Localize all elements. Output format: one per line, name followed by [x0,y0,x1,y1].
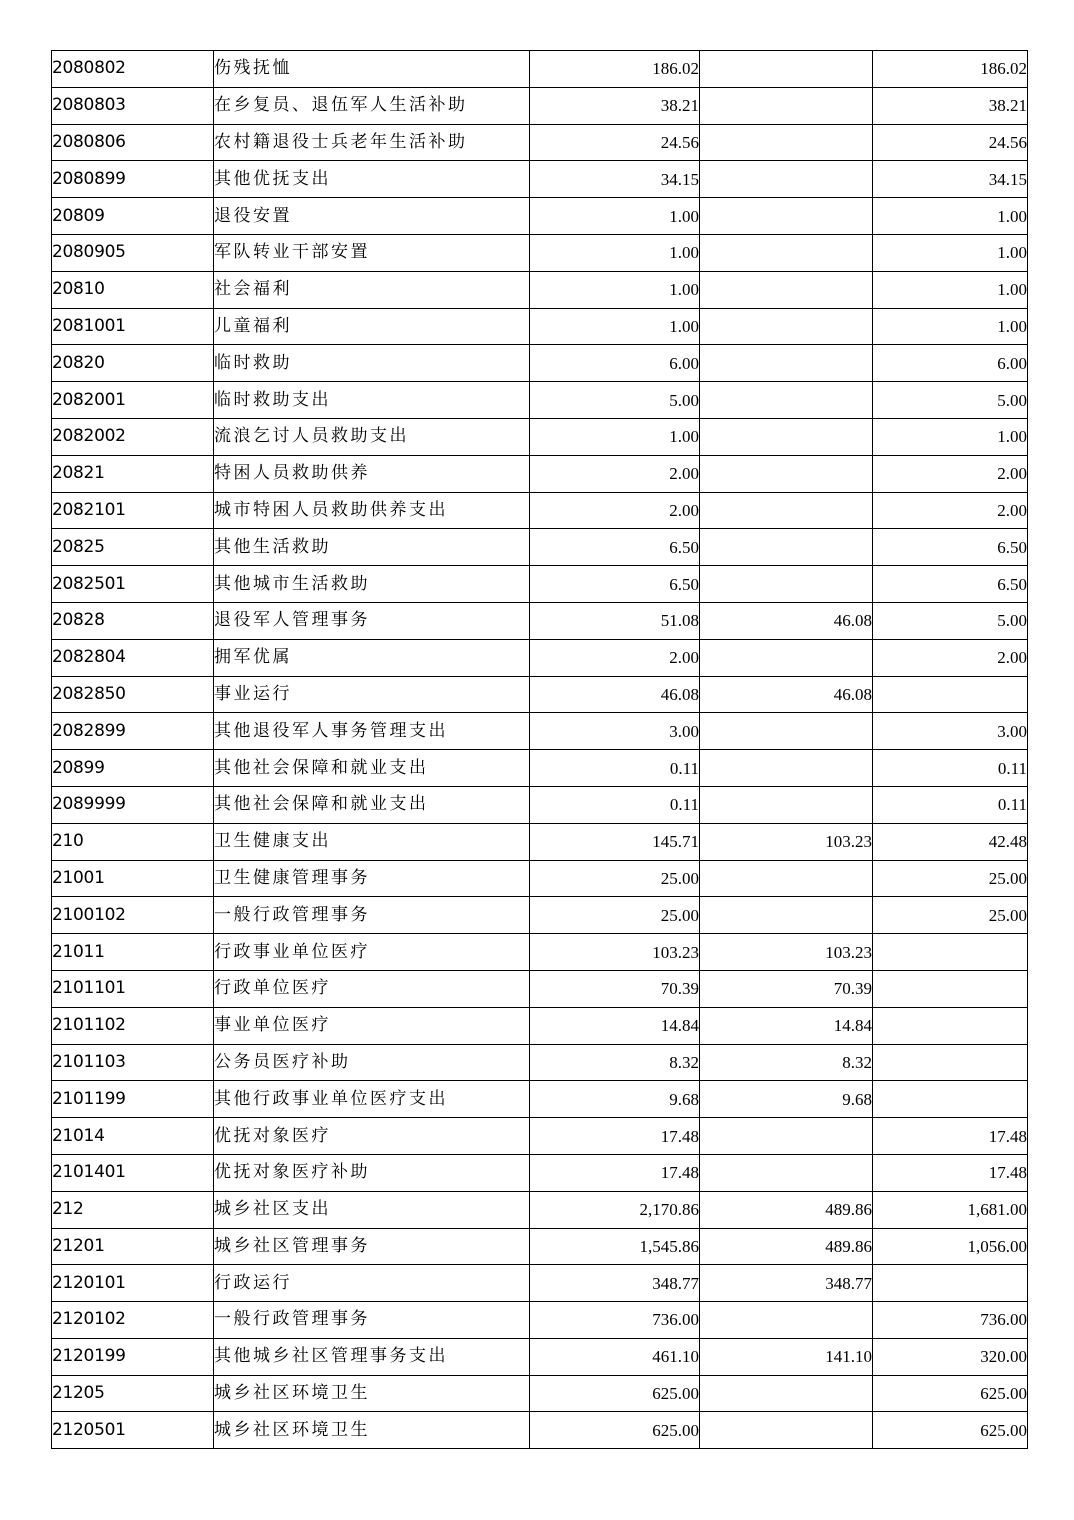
project-expenditure-cell: 5.00 [873,602,1028,639]
account-name-cell: 行政事业单位医疗 [214,934,530,971]
account-code-cell: 20825 [52,529,214,566]
account-name-cell: 优抚对象医疗 [214,1118,530,1155]
table-row [52,786,1028,823]
account-code-cell: 21001 [52,860,214,897]
table-body [52,51,1028,1449]
account-name-cell: 其他社会保障和就业支出 [214,786,530,823]
total-amount-cell: 625.00 [530,1412,700,1449]
basic-expenditure-cell: 141.10 [700,1338,873,1375]
table-row [52,529,1028,566]
total-amount-cell: 1.00 [530,308,700,345]
total-amount-cell: 14.84 [530,1007,700,1044]
table-row [52,750,1028,787]
basic-expenditure-cell: 489.86 [700,1191,873,1228]
total-amount-cell: 0.11 [530,750,700,787]
project-expenditure-cell [873,1081,1028,1118]
account-code-cell: 210 [52,823,214,860]
project-expenditure-cell: 38.21 [873,87,1028,124]
table-row [52,1375,1028,1412]
project-expenditure-cell: 25.00 [873,860,1028,897]
table-row [52,87,1028,124]
account-name-cell: 其他退役军人事务管理支出 [214,713,530,750]
total-amount-cell: 25.00 [530,897,700,934]
basic-expenditure-cell [700,198,873,235]
account-name-cell: 卫生健康支出 [214,823,530,860]
table-row [52,1044,1028,1081]
account-code-cell: 2082899 [52,713,214,750]
account-code-cell: 20821 [52,455,214,492]
table-row [52,897,1028,934]
basic-expenditure-cell [700,234,873,271]
project-expenditure-cell: 6.50 [873,566,1028,603]
basic-expenditure-cell [700,639,873,676]
table-row [52,1265,1028,1302]
account-code-cell: 20809 [52,198,214,235]
basic-expenditure-cell: 70.39 [700,970,873,1007]
basic-expenditure-cell [700,308,873,345]
account-name-cell: 行政运行 [214,1265,530,1302]
project-expenditure-cell: 2.00 [873,455,1028,492]
table-row [52,345,1028,382]
table-row [52,1228,1028,1265]
project-expenditure-cell: 0.11 [873,750,1028,787]
account-name-cell: 城乡社区管理事务 [214,1228,530,1265]
account-code-cell: 2080803 [52,87,214,124]
total-amount-cell: 1.00 [530,234,700,271]
project-expenditure-cell: 1.00 [873,234,1028,271]
table-row [52,308,1028,345]
project-expenditure-cell: 736.00 [873,1302,1028,1339]
account-name-cell: 临时救助 [214,345,530,382]
table-row [52,492,1028,529]
basic-expenditure-cell: 103.23 [700,823,873,860]
basic-expenditure-cell [700,1118,873,1155]
basic-expenditure-cell [700,713,873,750]
table-row [52,1412,1028,1449]
account-name-cell: 其他行政事业单位医疗支出 [214,1081,530,1118]
project-expenditure-cell: 42.48 [873,823,1028,860]
table-row [52,566,1028,603]
basic-expenditure-cell [700,1412,873,1449]
basic-expenditure-cell [700,87,873,124]
account-code-cell: 2080802 [52,51,214,88]
account-name-cell: 一般行政管理事务 [214,897,530,934]
table-row [52,1007,1028,1044]
table-row [52,1302,1028,1339]
project-expenditure-cell: 5.00 [873,382,1028,419]
basic-expenditure-cell [700,271,873,308]
total-amount-cell: 1,545.86 [530,1228,700,1265]
total-amount-cell: 25.00 [530,860,700,897]
account-name-cell: 事业运行 [214,676,530,713]
table-row [52,455,1028,492]
project-expenditure-cell: 1,056.00 [873,1228,1028,1265]
total-amount-cell: 51.08 [530,602,700,639]
table-row [52,124,1028,161]
total-amount-cell: 1.00 [530,418,700,455]
basic-expenditure-cell [700,124,873,161]
account-code-cell: 2101401 [52,1154,214,1191]
account-code-cell: 2080899 [52,161,214,198]
total-amount-cell: 17.48 [530,1154,700,1191]
account-name-cell: 其他生活救助 [214,529,530,566]
basic-expenditure-cell [700,1375,873,1412]
total-amount-cell: 145.71 [530,823,700,860]
project-expenditure-cell: 2.00 [873,639,1028,676]
account-code-cell: 2082001 [52,382,214,419]
project-expenditure-cell: 6.00 [873,345,1028,382]
total-amount-cell: 186.02 [530,51,700,88]
account-name-cell: 在乡复员、退伍军人生活补助 [214,87,530,124]
account-name-cell: 事业单位医疗 [214,1007,530,1044]
account-code-cell: 212 [52,1191,214,1228]
account-code-cell: 21201 [52,1228,214,1265]
total-amount-cell: 2.00 [530,639,700,676]
account-name-cell: 临时救助支出 [214,382,530,419]
account-code-cell: 2080905 [52,234,214,271]
table-row [52,639,1028,676]
table-row [52,676,1028,713]
total-amount-cell: 348.77 [530,1265,700,1302]
basic-expenditure-cell [700,529,873,566]
basic-expenditure-cell [700,1154,873,1191]
total-amount-cell: 103.23 [530,934,700,971]
project-expenditure-cell: 17.48 [873,1154,1028,1191]
total-amount-cell: 5.00 [530,382,700,419]
account-name-cell: 军队转业干部安置 [214,234,530,271]
basic-expenditure-cell [700,1302,873,1339]
project-expenditure-cell: 25.00 [873,897,1028,934]
table-row [52,713,1028,750]
total-amount-cell: 70.39 [530,970,700,1007]
account-code-cell: 2120501 [52,1412,214,1449]
account-name-cell: 城市特困人员救助供养支出 [214,492,530,529]
total-amount-cell: 17.48 [530,1118,700,1155]
account-name-cell: 优抚对象医疗补助 [214,1154,530,1191]
account-name-cell: 城乡社区环境卫生 [214,1412,530,1449]
table-row [52,198,1028,235]
account-code-cell: 20899 [52,750,214,787]
total-amount-cell: 24.56 [530,124,700,161]
table-row [52,1154,1028,1191]
project-expenditure-cell: 2.00 [873,492,1028,529]
project-expenditure-cell [873,1044,1028,1081]
account-name-cell: 公务员医疗补助 [214,1044,530,1081]
basic-expenditure-cell [700,750,873,787]
project-expenditure-cell: 625.00 [873,1375,1028,1412]
basic-expenditure-cell: 9.68 [700,1081,873,1118]
project-expenditure-cell [873,1007,1028,1044]
basic-expenditure-cell [700,382,873,419]
project-expenditure-cell: 17.48 [873,1118,1028,1155]
total-amount-cell: 46.08 [530,676,700,713]
account-code-cell: 21014 [52,1118,214,1155]
total-amount-cell: 2.00 [530,455,700,492]
account-code-cell: 2100102 [52,897,214,934]
account-code-cell: 21205 [52,1375,214,1412]
total-amount-cell: 461.10 [530,1338,700,1375]
table-row [52,602,1028,639]
account-code-cell: 21011 [52,934,214,971]
basic-expenditure-cell: 103.23 [700,934,873,971]
total-amount-cell: 6.50 [530,566,700,603]
project-expenditure-cell: 1.00 [873,271,1028,308]
table-row [52,271,1028,308]
account-code-cell: 2089999 [52,786,214,823]
project-expenditure-cell: 0.11 [873,786,1028,823]
account-name-cell: 社会福利 [214,271,530,308]
account-name-cell: 退役安置 [214,198,530,235]
total-amount-cell: 2.00 [530,492,700,529]
table-row [52,860,1028,897]
account-code-cell: 2082101 [52,492,214,529]
account-code-cell: 2101101 [52,970,214,1007]
basic-expenditure-cell: 8.32 [700,1044,873,1081]
basic-expenditure-cell [700,161,873,198]
account-code-cell: 2081001 [52,308,214,345]
account-name-cell: 其他社会保障和就业支出 [214,750,530,787]
account-name-cell: 一般行政管理事务 [214,1302,530,1339]
table-row [52,823,1028,860]
account-name-cell: 行政单位医疗 [214,970,530,1007]
total-amount-cell: 736.00 [530,1302,700,1339]
project-expenditure-cell: 1.00 [873,198,1028,235]
project-expenditure-cell: 34.15 [873,161,1028,198]
table-row [52,234,1028,271]
table-row [52,51,1028,88]
account-code-cell: 20820 [52,345,214,382]
project-expenditure-cell: 625.00 [873,1412,1028,1449]
account-name-cell: 拥军优属 [214,639,530,676]
basic-expenditure-cell: 46.08 [700,676,873,713]
account-code-cell: 2080806 [52,124,214,161]
account-code-cell: 20828 [52,602,214,639]
total-amount-cell: 9.68 [530,1081,700,1118]
basic-expenditure-cell: 46.08 [700,602,873,639]
table-row [52,1118,1028,1155]
account-name-cell: 儿童福利 [214,308,530,345]
total-amount-cell: 2,170.86 [530,1191,700,1228]
account-code-cell: 2082804 [52,639,214,676]
project-expenditure-cell: 6.50 [873,529,1028,566]
total-amount-cell: 1.00 [530,271,700,308]
total-amount-cell: 8.32 [530,1044,700,1081]
total-amount-cell: 0.11 [530,786,700,823]
table-row [52,161,1028,198]
table-row [52,934,1028,971]
basic-expenditure-cell [700,786,873,823]
table-row [52,382,1028,419]
basic-expenditure-cell [700,860,873,897]
account-name-cell: 流浪乞讨人员救助支出 [214,418,530,455]
account-name-cell: 城乡社区环境卫生 [214,1375,530,1412]
table-row [52,970,1028,1007]
account-name-cell: 其他优抚支出 [214,161,530,198]
project-expenditure-cell [873,1265,1028,1302]
basic-expenditure-cell [700,897,873,934]
basic-expenditure-cell [700,418,873,455]
project-expenditure-cell: 1.00 [873,418,1028,455]
total-amount-cell: 3.00 [530,713,700,750]
basic-expenditure-cell [700,566,873,603]
budget-table [51,50,1028,1449]
basic-expenditure-cell [700,455,873,492]
account-name-cell: 农村籍退役士兵老年生活补助 [214,124,530,161]
basic-expenditure-cell [700,492,873,529]
basic-expenditure-cell [700,345,873,382]
account-code-cell: 2082002 [52,418,214,455]
account-name-cell: 退役军人管理事务 [214,602,530,639]
account-code-cell: 2120199 [52,1338,214,1375]
total-amount-cell: 6.50 [530,529,700,566]
total-amount-cell: 34.15 [530,161,700,198]
table-row [52,1191,1028,1228]
account-code-cell: 2082850 [52,676,214,713]
account-code-cell: 20810 [52,271,214,308]
total-amount-cell: 625.00 [530,1375,700,1412]
project-expenditure-cell: 320.00 [873,1338,1028,1375]
project-expenditure-cell: 1,681.00 [873,1191,1028,1228]
account-code-cell: 2120101 [52,1265,214,1302]
account-code-cell: 2082501 [52,566,214,603]
project-expenditure-cell: 3.00 [873,713,1028,750]
total-amount-cell: 6.00 [530,345,700,382]
project-expenditure-cell [873,676,1028,713]
project-expenditure-cell [873,934,1028,971]
total-amount-cell: 38.21 [530,87,700,124]
project-expenditure-cell: 186.02 [873,51,1028,88]
account-name-cell: 特困人员救助供养 [214,455,530,492]
account-name-cell: 其他城乡社区管理事务支出 [214,1338,530,1375]
table-row [52,418,1028,455]
project-expenditure-cell: 24.56 [873,124,1028,161]
project-expenditure-cell [873,970,1028,1007]
table-row [52,1338,1028,1375]
table-row [52,1081,1028,1118]
account-name-cell: 其他城市生活救助 [214,566,530,603]
basic-expenditure-cell: 348.77 [700,1265,873,1302]
account-code-cell: 2101102 [52,1007,214,1044]
basic-expenditure-cell [700,51,873,88]
account-code-cell: 2101103 [52,1044,214,1081]
basic-expenditure-cell: 14.84 [700,1007,873,1044]
account-name-cell: 卫生健康管理事务 [214,860,530,897]
project-expenditure-cell: 1.00 [873,308,1028,345]
account-name-cell: 城乡社区支出 [214,1191,530,1228]
total-amount-cell: 1.00 [530,198,700,235]
account-name-cell: 伤残抚恤 [214,51,530,88]
account-code-cell: 2101199 [52,1081,214,1118]
basic-expenditure-cell: 489.86 [700,1228,873,1265]
account-code-cell: 2120102 [52,1302,214,1339]
